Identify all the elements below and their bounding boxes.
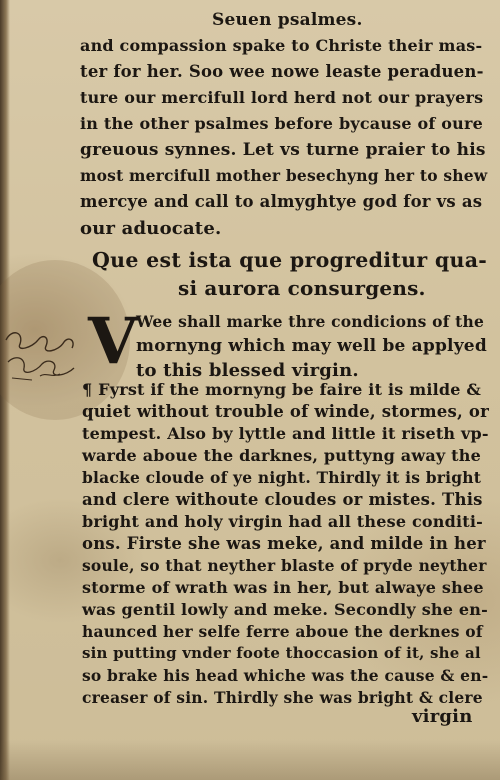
text-line: in the other psalmes before bycause of oure bbox=[80, 114, 483, 133]
latin-heading: si aurora consurgens. bbox=[178, 276, 426, 300]
text-line: haunced her selfe ferre aboue the derknes of bbox=[82, 622, 483, 641]
text-line: mercye and call to almyghtye god for vs as bbox=[80, 192, 483, 211]
text-line: ter for her. Soo wee nowe leaste peraduen- bbox=[80, 62, 484, 81]
text-line: and compassion spake to Christe their mas- bbox=[80, 36, 483, 55]
drop-cap-initial: V bbox=[88, 304, 138, 379]
text-line: Wee shall marke thre condicions of the bbox=[136, 312, 485, 331]
text-line: quiet without trouble of winde, stormes, or bbox=[82, 402, 489, 421]
text-line: and clere withoute cloudes or mistes. This bbox=[82, 490, 483, 509]
text-line: ture our mercifull lord herd not our prayers bbox=[80, 88, 484, 107]
handwritten-marginalia bbox=[2, 318, 80, 388]
latin-heading: Que est ista que progreditur qua- bbox=[92, 248, 488, 272]
text-line: storme of wrath was in her, but alwaye shee bbox=[82, 578, 484, 597]
text-line: sin putting vnder foote thoccasion of it, she al bbox=[82, 644, 481, 662]
text-line: greuous synnes. Let vs turne praier to his bbox=[80, 140, 486, 160]
text-line: bright and holy virgin had all these conditi- bbox=[82, 512, 483, 531]
page-bottom-shade bbox=[0, 740, 500, 780]
text-line: mornyng which may well be applyed bbox=[136, 336, 487, 356]
text-line: was gentil lowly and meke. Secondly she en- bbox=[82, 600, 488, 619]
text-line: soule, so that neyther blaste of pryde neyther bbox=[82, 556, 487, 575]
text-line: most mercifull mother besechyng her to shew bbox=[80, 166, 488, 185]
text-line: ons. Firste she was meke, and milde in her bbox=[82, 534, 486, 553]
text-line: warde aboue the darknes, puttyng away the bbox=[82, 446, 481, 465]
catchword: virgin bbox=[412, 706, 473, 727]
text-line: to this blessed virgin. bbox=[136, 360, 359, 381]
text-line: creaser of sin. Thirdly she was bright & clere bbox=[82, 688, 483, 707]
text-line: tempest. Also by lyttle and little it riseth vp- bbox=[82, 424, 489, 443]
text-line: so brake his head whiche was the cause & en- bbox=[82, 666, 489, 685]
text-line: blacke cloude of ye night. Thirdly it is bright bbox=[82, 468, 482, 487]
text-line: our aduocate. bbox=[80, 218, 222, 239]
running-head: Seuen psalmes. bbox=[212, 10, 363, 30]
text-line: ¶ Fyrst if the mornyng be faire it is milde & bbox=[82, 380, 482, 399]
